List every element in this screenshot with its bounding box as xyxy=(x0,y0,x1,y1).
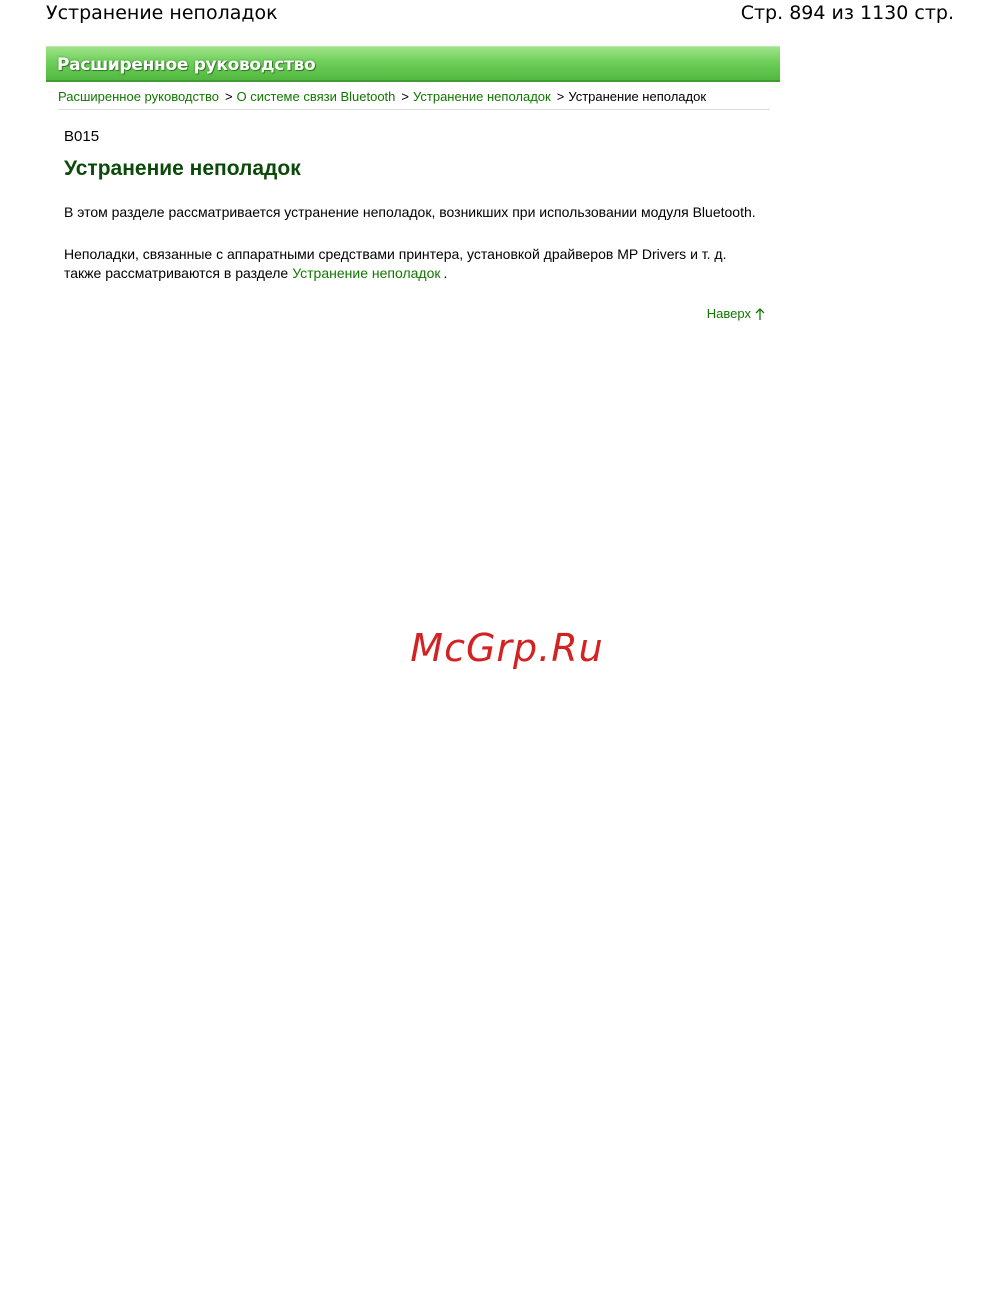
reference-paragraph xyxy=(64,245,764,282)
banner-title: Расширенное руководство xyxy=(57,55,316,75)
back-to-top-link[interactable] xyxy=(707,306,766,321)
breadcrumb xyxy=(58,88,770,110)
document-title: Устранение неполадок xyxy=(46,2,278,24)
intro-paragraph: В этом разделе рассматривается устранение неполадок, возникших при использовании модуля Bluetooth. xyxy=(64,204,756,220)
breadcrumb-separator: > xyxy=(224,89,233,104)
reference-text: Неполадки, связанные с аппаратными средствами принтера, установкой драйверов MP Drivers и т. д. также рассматриваются в разделе xyxy=(64,246,727,281)
reference-period: . xyxy=(443,264,448,281)
document-code: B015 xyxy=(64,128,100,145)
breadcrumb-separator: > xyxy=(401,89,409,104)
watermark: McGrp.Ru xyxy=(410,626,604,670)
troubleshooting-link[interactable]: Устранение неполадок xyxy=(292,264,441,281)
page-counter: Стр. 894 из 1130 стр. xyxy=(740,2,954,24)
arrow-up-icon xyxy=(754,307,766,321)
breadcrumb-link-bluetooth[interactable]: О системе связи Bluetooth xyxy=(236,89,396,104)
breadcrumb-link-troubleshooting[interactable]: Устранение неполадок xyxy=(413,89,551,104)
breadcrumb-current: Устранение неполадок xyxy=(568,89,707,104)
page-title: Устранение неполадок xyxy=(64,157,301,180)
section-banner xyxy=(46,46,780,82)
breadcrumb-link-advanced-guide[interactable]: Расширенное руководство xyxy=(58,89,219,104)
back-to-top-label: Наверх xyxy=(706,306,751,321)
page-header xyxy=(0,0,1000,30)
breadcrumb-separator: > xyxy=(556,89,565,104)
